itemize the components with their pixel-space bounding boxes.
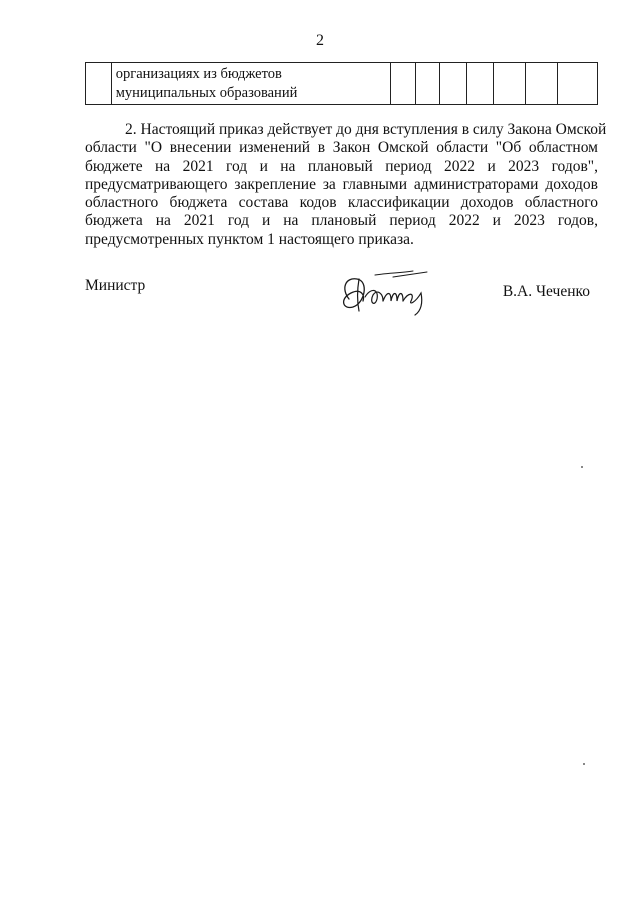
scan-speck (581, 466, 583, 468)
table-cell-empty (390, 63, 415, 105)
table-cell-empty (440, 63, 467, 105)
table-text-line: организациях из бюджетов (115, 66, 282, 82)
paragraph-line: бюджета на 2021 год и на плановый период 2022 и 2023 годов, (85, 212, 598, 230)
scan-speck (583, 763, 585, 765)
table-cell-empty (415, 63, 440, 105)
table-cell-empty (493, 63, 525, 105)
paragraph-line: областного бюджета состава кодов классификации доходов областного (85, 194, 598, 212)
handwritten-signature (335, 269, 445, 317)
paragraph-line: бюджете на 2021 год и на плановый период 2022 и 2023 годов", (85, 157, 598, 175)
signatory-name: В.А. Чеченко (502, 283, 590, 300)
paragraph-line: предусмотренных пунктом 1 настоящего приказа. (85, 230, 414, 248)
continuation-table (85, 62, 598, 105)
paragraph-line: области "О внесении изменений в Закон Омской области "Об областном (85, 139, 598, 157)
table-cell-description (111, 63, 390, 105)
table-cell-empty (86, 63, 112, 105)
table-cell-empty (467, 63, 494, 105)
page-number: 2 (316, 32, 324, 49)
signature-block (85, 277, 598, 317)
paragraph-line: предусматривающего закрепление за главными администраторами доходов (85, 175, 598, 193)
table-cell-empty (525, 63, 557, 105)
table-cell-empty (557, 63, 597, 105)
signatory-title: Министр (85, 277, 146, 294)
table-row (86, 63, 598, 105)
table-text-line: муниципальных образований (115, 85, 298, 101)
body-paragraph (85, 121, 607, 249)
paragraph-line: 2. Настоящий приказ действует до дня вступления в силу Закона Омской (125, 121, 607, 138)
